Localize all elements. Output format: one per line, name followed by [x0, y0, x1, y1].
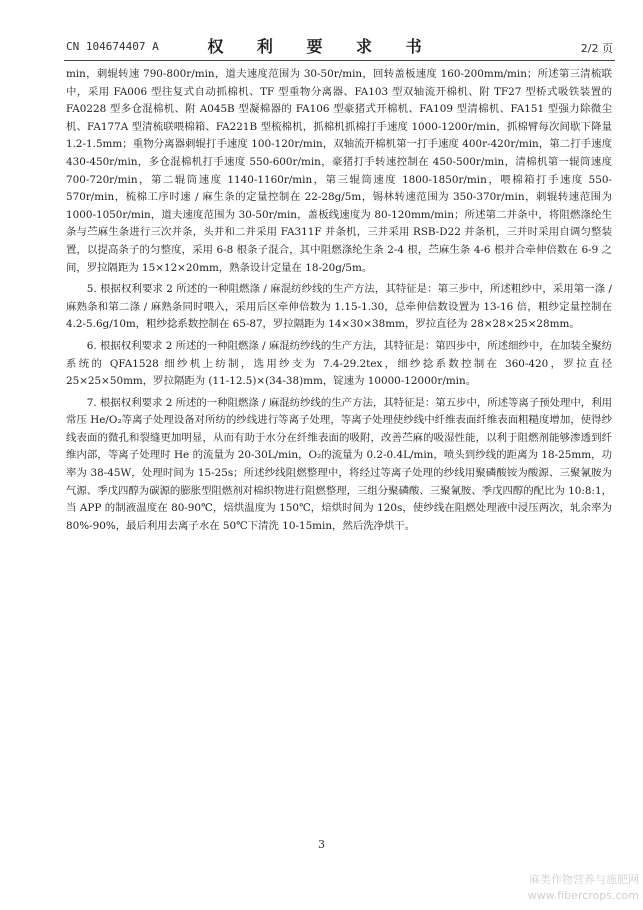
claim-6: 6. 根据权利要求 2 所述的一种阻燃涤 / 麻混纺纱线的生产方法，其特征是：第四步中，所述细纱中，在加装全聚纺系统的 QFA1528 细纱机上纺制，选用纱支为 7.4-29.2tex，细纱捻系数控制在 360-420，罗拉直径 25×25×50mm，罗拉隔距为 (11-12.5)×(34-38)mm，锭速为 10000-12000r/min。: [66, 339, 612, 388]
patent-number: CN 104674407 A: [66, 40, 159, 53]
claim-continuation: min，刺辊转速 790-800r/min，道夫速度范围为 30-50r/min，回转盖板速度 160-200mm/min；所述第三清梳联中，采用 FA006 型往复式自动抓棉机、TF 型重物分离器、FA103 型双轴流开棉机、附 TF27 型桥式吸铁装置的 FA0228 型多仓混棉机、附 A045B 型凝棉器的 FA106 型豪猪式开棉机、FA109 型清棉机、FA151 型强力除微尘机、FA177A 型清梳联喂棉箱、FA221B 型梳棉机，抓棉机抓棉打手速度 1000-1200r/min，抓棉臂每次间歇下降量 1.2-1.5mm；重物分离器刺辊打手速度 100-120r/min，双轴流开棉机第一打手速度 400r-420r/min，第二打手速度 430-450r/min，多仓混棉机打手速度 550-600r/min，豪猪打手转速控制在 450-500r/min，清棉机第一辊筒速度 700-720r/min，第二辊筒速度 1140-1160r/min，第三辊筒速度 1800-1850r/min，喂棉箱打手速度 550-570r/min，梳棉工序时速 / 麻生条的定量控制在 22-28g/5m，锡林转速范围为 350-370r/min，刺辊转速范围为 1000-1050r/min，道夫速度范围为 30-50r/min，盖板线速度为 80-120mm/min；所述第二并条中，将阻燃涤纶生条与苎麻生条进行三次并条，头并和二并采用 FA311F 并条机，三并采用 RSB-D22 并条机，三并时采用自调匀整装置，以提高条子的匀整度，采用 6-8 根条子混合，其中阻燃涤纶生条 2-4 根，苎麻生条 4-6 根并合牵伸倍数在 6-9 之间，罗拉隔距为 15×12×20mm，熟条设计定量在 18-20g/5m。: [66, 68, 612, 274]
page-number: 3: [318, 838, 325, 851]
claims-body: [66, 66, 612, 539]
page-indicator: 2/2 页: [580, 42, 613, 55]
claim-5: 5. 根据权利要求 2 所述的一种阻燃涤 / 麻混纺纱线的生产方法，其特征是：第三步中，所述粗纱中，采用第一涤 / 麻熟条和第二涤 / 麻熟条同时喂入，采用后区牵伸倍数为 1.15-1.30，总牵伸倍数设置为 13-16 倍，粗纱定量控制在 4.2-5.6g/10m，粗纱捻系数控制在 65-87，罗拉隔距为 14×30×38mm，罗拉直径为 28×28×25×28mm。: [66, 283, 612, 331]
watermark-site-name: 麻类作物营养与施肥网: [529, 873, 639, 886]
header-divider: [64, 60, 615, 61]
site-watermark: [528, 872, 639, 904]
page-header: [0, 0, 643, 64]
document-title: 权 利 要 求 书: [207, 37, 436, 56]
watermark-url: www.fibercrops.com: [527, 889, 639, 902]
claim-7: 7. 根据权利要求 2 所述的一种阻燃涤 / 麻混纺纱线的生产方法，其特征是：第五步中，所述等离子预处理中，利用常压 He/O₂等离子处理设备对所纺的纱线进行等离子处理，等离子处理使纱线中纤维表面纤维表面粗糙度增加，使得纱线表面的微孔和裂缝更加明显，从而有助于水分在纤维表面的吸附，改善苎麻的吸湿性能，以利于阻燃剂能够渗透到纤维内部，等离子处理时 He 的流量为 20-30L/min，O₂的流量为 0.2-0.4L/min，喷头到纱线的距离为 18-25mm，功率为 38-45W，处理时间为 15-25s；所述纱线阻燃整理中，将经过等离子处理的纱线用聚磷酸铵为酸源、三聚氰胺为气源、季戊四醇为碳源的膨胀型阻燃剂对棉织物进行阻燃整理，三组分聚磷酸、三聚氰胺、季戊四醇的配比为 10:8:1，当 APP 的制液温度在 80-90℃，焙烘温度为 150℃，焙烘时间为 120s，使纱线在阻燃处理液中浸压两次，轧余率为 80%-90%，最后利用去离子水在 50℃下清洗 10-15min，然后洗净烘干。: [66, 396, 612, 532]
